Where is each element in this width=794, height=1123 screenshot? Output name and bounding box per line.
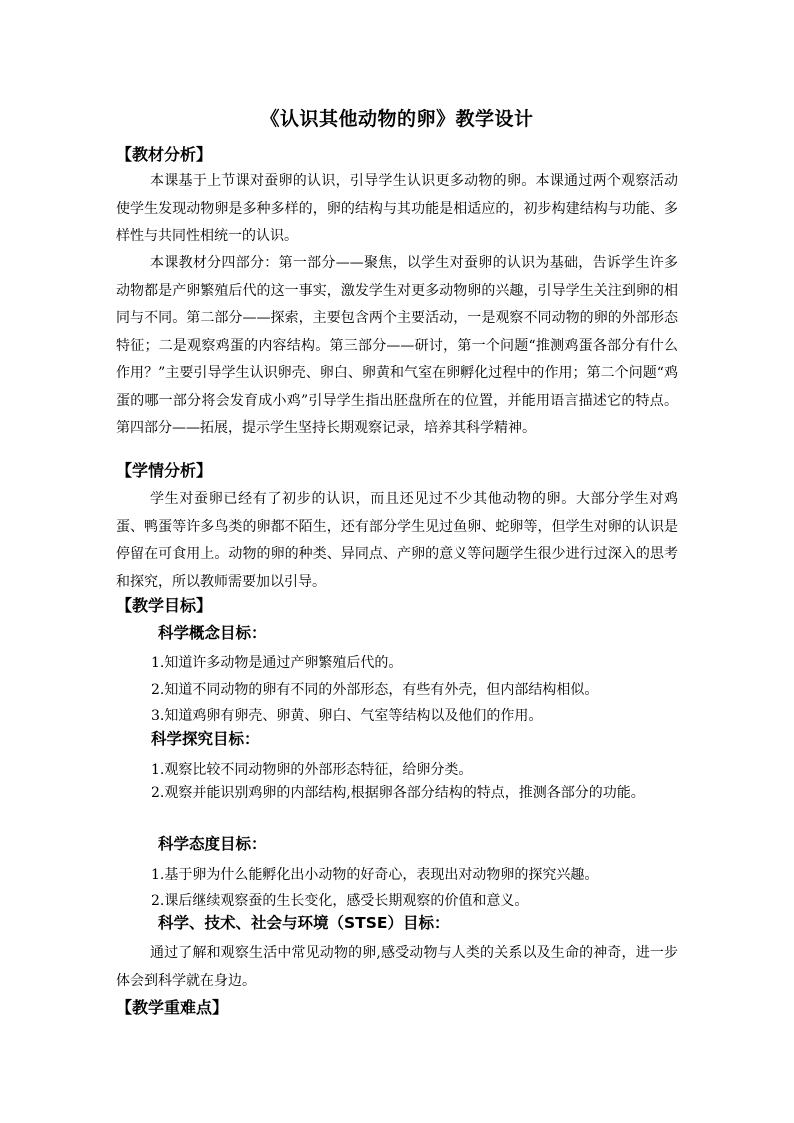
section-heading-teaching-goals: 【教学目标】 <box>116 596 213 615</box>
paragraph-textbook-2: 本课教材分四部分：第一部分——聚焦，以学生对蚕卵的认识为基础，告诉学生许多动物都是产卵繁殖后代的这一事实，激发学生对更多动物卵的兴趣，引导学生关注到卵的相同与不同。第二部分——探索，主要包含两个主要活动，一是观察不同动物的卵的外部形态特征；二是观察鸡蛋的内容结构。第三部分——研讨，第一个问题“推测鸡蛋各部分有什么作用？”主要引导学生认识卵壳、卵白、卵黄和气室在卵孵化过程中的作用；第二个问题“鸡蛋的哪一部分将会发育成小鸡”引导学生指出胚盘所在的位置，并能用语言描述它的特点。第四部分——拓展，提示学生坚持长期观察记录，培养其科学精神。 <box>116 255 678 436</box>
subheading-attitude-goals: 科学态度目标： <box>158 835 267 853</box>
paragraph-textbook-1: 本课基于上节课对蚕卵的认识，引导学生认识更多动物的卵。本课通过两个观察活动使学生发现动物卵是多种多样的，卵的结构与其功能是相适应的，初步构建结构与功能、多样性与共同性相统一的认识。 <box>116 173 678 244</box>
paragraph-stse-goal: 通过了解和观察生活中常见动物的卵,感受动物与人类的关系以及生命的神奇，进一步体会到科学就在身边。 <box>116 945 678 989</box>
section-heading-textbook-analysis: 【教材分析】 <box>116 145 213 164</box>
section-heading-key-points: 【教学重难点】 <box>116 998 229 1017</box>
concept-goal-item-2: 2.知道不同动物的卵有不同的外部形态，有些有外壳，但内部结构相似。 <box>151 682 599 698</box>
paragraph-learners-1: 学生对蚕卵已经有了初步的认识，而且还见过不少其他动物的卵。大部分学生对鸡蛋、鸭蛋等许多鸟类的卵都不陌生，还有部分学生见过鱼卵、蛇卵等，但学生对卵的认识是停留在可食用上。动物的卵的种类、异同点、产卵的意义等问题学生很少进行过深入的思考和探究，所以教师需要加以引导。 <box>116 491 678 590</box>
concept-goal-item-1: 1.知道许多动物是通过产卵繁殖后代的。 <box>151 655 403 671</box>
subheading-concept-goals: 科学概念目标： <box>158 624 267 642</box>
inquiry-goal-item-1: 1.观察比较不同动物卵的外部形态特征，给卵分类。 <box>151 762 473 778</box>
attitude-goal-item-2: 2.课后继续观察蚕的生长变化，感受长期观察的价值和意义。 <box>151 893 529 909</box>
section-heading-learner-analysis: 【学情分析】 <box>116 461 213 480</box>
subheading-stse-goals: 科学、技术、社会与环境（STSE）目标： <box>158 914 450 932</box>
concept-goal-item-3: 3.知道鸡卵有卵壳、卵黄、卵白、气室等结构以及他们的作用。 <box>151 708 543 724</box>
inquiry-goal-item-2: 2.观察并能识别鸡卵的内部结构,根据卵各部分结构的特点，推测各部分的功能。 <box>151 785 645 801</box>
subheading-inquiry-goals: 科学探究目标： <box>151 730 260 748</box>
document-title: 《认识其他动物的卵》教学设计 <box>260 108 534 130</box>
attitude-goal-item-1: 1.基于卵为什么能孵化出小动物的好奇心，表现出对动物卵的探究兴趣。 <box>151 867 599 883</box>
